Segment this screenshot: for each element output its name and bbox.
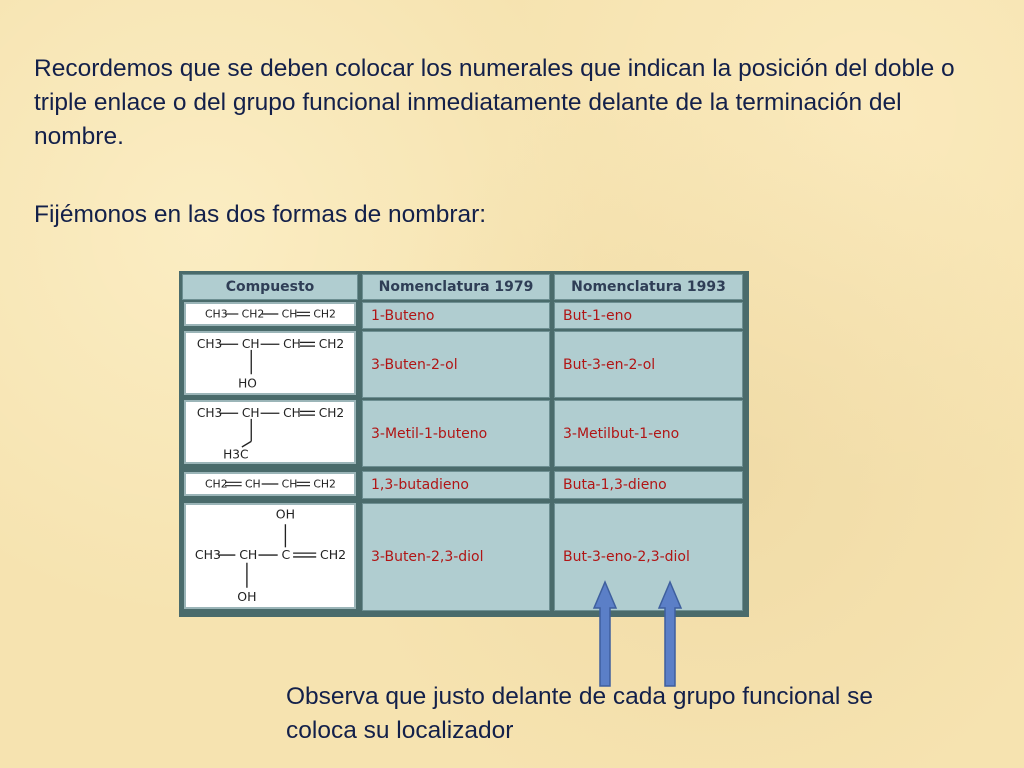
structure-row-1: [184, 302, 356, 326]
header-1979: Nomenclatura 1979: [362, 274, 550, 300]
prompt-paragraph: Fijémonos en las dos formas de nombrar:: [34, 201, 487, 228]
formula-atom: OH: [237, 589, 257, 605]
header-compuesto: Compuesto: [182, 274, 358, 300]
formula-atom: CH: [241, 337, 260, 351]
formula-atom: CH: [281, 307, 298, 321]
header-1993: Nomenclatura 1993: [554, 274, 743, 300]
name-1979-row-3: 3-Metil-1-buteno: [362, 400, 550, 467]
formula-atom: CH: [281, 477, 298, 491]
formula-atom: CH2: [313, 477, 336, 491]
up-arrow-icon: [592, 580, 618, 690]
name-1993-row-3: 3-Metilbut-1-eno: [554, 400, 743, 467]
up-arrow-icon: [657, 580, 683, 690]
name-1979-row-1: 1-Buteno: [362, 302, 550, 329]
formula-atom: CH2: [318, 337, 345, 351]
formula-atom: CH: [245, 477, 261, 491]
formula-atom: H3C: [223, 447, 249, 462]
formula-atom: HO: [238, 376, 257, 391]
name-1993-row-1: But-1-eno: [554, 302, 743, 329]
formula-atom: CH3: [196, 337, 223, 351]
intro-paragraph: Recordemos que se deben colocar los numerales que indican la posición del doble o triple enlace o del grupo funcional inmediatamente delante de la terminación del nombre.: [34, 55, 955, 150]
formula-atom: CH: [241, 406, 260, 420]
formula-atom: C: [281, 546, 291, 562]
structure-row-2: [184, 331, 356, 395]
name-1979-row-5: 3-Buten-2,3-diol: [362, 503, 550, 611]
formula-atom: CH2: [241, 307, 265, 321]
nomenclature-table: [179, 271, 749, 617]
formula-atom: CH3: [194, 546, 222, 562]
formula-atom: CH: [239, 546, 258, 562]
formula-atom: CH2: [313, 307, 336, 321]
name-1979-row-2: 3-Buten-2-ol: [362, 331, 550, 398]
footer-note: Observa que justo delante de cada grupo funcional se coloca su localizador: [286, 683, 874, 744]
formula-atom: CH2: [318, 406, 345, 420]
formula-atom: CH2: [205, 477, 228, 491]
name-1993-row-2: But-3-en-2-ol: [554, 331, 743, 398]
structure-row-4: [184, 472, 356, 496]
formula-atom: CH: [283, 406, 301, 420]
formula-atom: CH3: [205, 307, 228, 321]
formula-atom: CH2: [320, 546, 347, 562]
name-1993-row-4: Buta-1,3-dieno: [554, 471, 743, 499]
name-1979-row-4: 1,3-butadieno: [362, 471, 550, 499]
formula-atom: CH: [283, 337, 301, 351]
structure-row-3: [184, 400, 356, 464]
name-1993-row-5: But-3-eno-2,3-diol: [554, 503, 743, 611]
formula-atom: OH: [275, 506, 296, 522]
structure-row-5: [184, 503, 356, 609]
formula-atom: CH3: [196, 406, 223, 420]
